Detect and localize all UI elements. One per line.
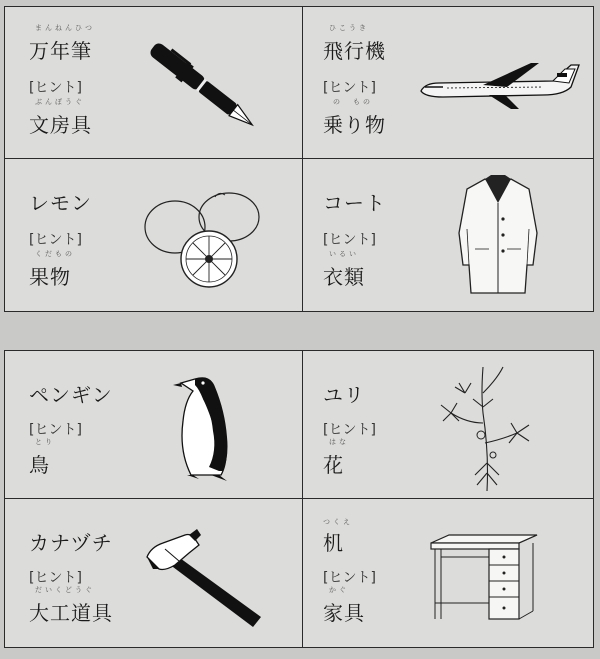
category-ruby: かぐ [329,586,349,594]
card-airplane [303,7,593,159]
word-label: 万年筆 [29,39,92,63]
airplane-icon [413,57,583,117]
card-fountain-pen [5,7,303,159]
hint-label: [ヒント] [323,80,376,96]
word-label: カナヅチ [29,531,113,555]
word-label: 飛行機 [323,39,386,63]
hint-label: [ヒント] [323,570,376,586]
word-label: 机 [323,531,344,555]
category-label: 家具 [323,601,365,625]
card-coat [303,159,593,311]
lily-icon [437,363,537,493]
coat-icon [453,173,543,301]
word-label: コート [323,191,386,215]
category-ruby: だいくどうぐ [35,586,95,594]
word-ruby: つくえ [323,518,353,526]
category-ruby: とり [35,438,55,446]
card-lemon [5,159,303,311]
bottom-panel [4,350,594,648]
lemon-icon [139,189,269,293]
word-label: ペンギン [29,383,113,407]
hint-label: [ヒント] [323,232,376,248]
category-ruby: はな [329,438,349,446]
penguin-icon [173,371,243,487]
category-ruby: の もの [333,98,373,106]
category-label: 乗り物 [323,113,386,137]
category-ruby: ぶんぼうぐ [35,98,85,106]
hammer-icon [145,525,271,629]
category-label: 文房具 [29,113,92,137]
hint-label: [ヒント] [29,232,82,248]
card-desk [303,499,593,647]
category-label: 鳥 [29,453,50,477]
category-ruby: くだもの [35,250,75,258]
desk-icon [427,533,539,623]
word-label: ユリ [323,383,365,407]
top-panel [4,6,594,312]
hint-label: [ヒント] [29,422,82,438]
card-hammer [5,499,303,647]
category-ruby: いるい [329,250,359,258]
hint-label: [ヒント] [29,570,82,586]
fountain-pen-icon [135,33,275,143]
hint-label: [ヒント] [323,422,376,438]
word-ruby: まんねんひつ [35,24,95,32]
category-label: 衣類 [323,265,365,289]
category-label: 花 [323,453,344,477]
hint-label: [ヒント] [29,80,82,96]
category-label: 大工道具 [29,601,113,625]
word-label: レモン [29,191,92,215]
card-lily [303,351,593,499]
word-ruby: ひこうき [329,24,369,32]
card-penguin [5,351,303,499]
category-label: 果物 [29,265,71,289]
